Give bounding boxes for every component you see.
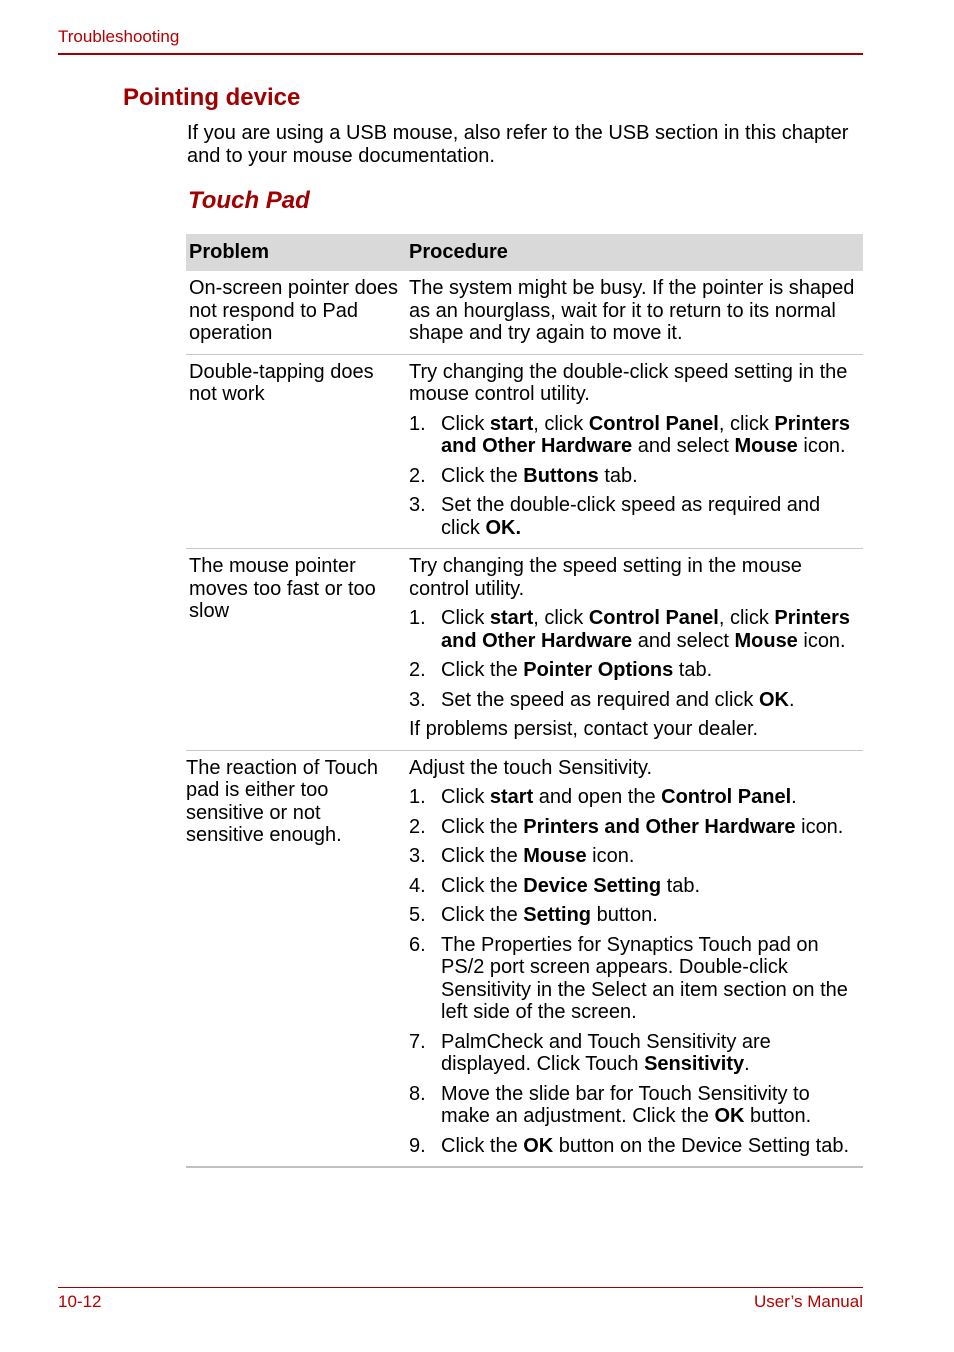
header-rule (58, 53, 863, 55)
step-text (441, 659, 859, 682)
step-text-part: icon. (586, 845, 635, 867)
step-text-bold: Printers and Other Hardware (441, 607, 850, 652)
list-item (409, 875, 859, 898)
list-item (409, 1135, 859, 1158)
step-number: 7. (409, 1030, 426, 1053)
step-text (441, 1031, 859, 1076)
procedure-cell (409, 555, 863, 741)
step-text (441, 816, 859, 839)
procedure-intro: Try changing the double-click speed setting in the mouse control utility. (409, 360, 848, 405)
table-row (186, 271, 863, 355)
table-row (186, 751, 863, 1169)
procedure-cell (409, 361, 863, 540)
step-text-part: . (791, 786, 797, 808)
procedure-steps (409, 413, 859, 540)
list-item (409, 607, 859, 652)
step-text-part: , click (718, 412, 775, 435)
section-title: Pointing device (123, 84, 301, 111)
step-text-part: The Properties for Synaptics Touch pad on PS/2 port screen appears. Double-click Sensitivity in the Select an item section on the left side of the screen. (441, 933, 848, 1023)
header-procedure: Procedure (409, 241, 508, 264)
step-text (441, 607, 859, 652)
problem-cell: The reaction of Touch pad is either too sensitive or not sensitive enough. (186, 756, 378, 846)
list-item (409, 786, 859, 809)
list-item (409, 904, 859, 927)
step-text-bold: start (489, 412, 534, 435)
footer-rule (58, 1287, 863, 1288)
step-text-part: tab. (661, 874, 700, 897)
page-number: 10-12 (58, 1292, 102, 1311)
step-text-bold: Device Setting (523, 874, 662, 897)
step-text-bold: Mouse (734, 435, 798, 457)
step-number: 5. (409, 904, 426, 926)
step-text-part: Click the (441, 659, 524, 681)
step-text-part: and select (632, 629, 735, 652)
step-text-part: button on the Device Setting tab. (553, 1134, 850, 1157)
step-number: 1. (409, 786, 426, 808)
table-row (186, 355, 863, 550)
step-text-part: Click the (441, 1134, 524, 1157)
step-text-part: , click (533, 412, 589, 435)
step-text-part: PalmCheck and Touch Sensitivity are displayed. Click Touch (441, 1030, 771, 1075)
step-text-bold: OK (714, 1105, 745, 1127)
step-text (441, 1083, 859, 1128)
step-number: 2. (409, 464, 426, 487)
step-text-part: Click the (441, 874, 524, 897)
step-text-part: Click (441, 607, 490, 629)
list-item (409, 413, 859, 458)
step-text-part: tab. (673, 659, 713, 681)
step-text-part: Click the (441, 845, 524, 867)
step-number: 9. (409, 1134, 426, 1157)
table-header (186, 234, 863, 271)
step-text (441, 904, 859, 927)
procedure-intro: Adjust the touch Sensitivity. (409, 756, 653, 779)
step-text-bold: Printers and Other Hardware (523, 815, 796, 838)
step-number: 3. (409, 688, 426, 711)
procedure-intro: Try changing the speed setting in the mouse control utility. (409, 555, 802, 600)
step-text (441, 494, 859, 539)
step-text-part: icon. (797, 629, 846, 652)
step-text-part: icon. (797, 435, 846, 457)
problem-cell: Double-tapping does not work (189, 360, 374, 405)
step-text-part: . (744, 1053, 750, 1075)
step-text-part: and open the (533, 786, 662, 808)
step-text-bold: Pointer Options (523, 659, 674, 681)
step-text-bold: start (489, 786, 534, 808)
step-text-part: tab. (598, 464, 638, 487)
step-text-bold: OK (523, 1134, 554, 1157)
section-intro: If you are using a USB mouse, also refer to the USB section in this chapter and to your mouse documentation. (187, 122, 849, 167)
step-number: 4. (409, 874, 426, 897)
step-text (441, 413, 859, 458)
step-text-bold: Control Panel (588, 412, 719, 435)
step-text-bold: Mouse (523, 845, 587, 867)
list-item (409, 816, 859, 839)
step-text-bold: Control Panel (588, 607, 719, 629)
procedure-note: If problems persist, contact your dealer. (409, 718, 759, 740)
running-header: Troubleshooting (58, 27, 180, 46)
step-text-bold: Sensitivity (644, 1053, 745, 1075)
step-number: 1. (409, 607, 426, 629)
step-text (441, 465, 859, 488)
step-text-bold: Control Panel (661, 786, 792, 808)
step-text-part: button. (591, 904, 658, 926)
list-item (409, 465, 859, 488)
step-text (441, 689, 859, 712)
step-text-part: Set the double-click speed as required and click (441, 494, 821, 539)
step-text-part: , click (718, 607, 775, 629)
step-number: 2. (409, 659, 426, 681)
table-row (186, 549, 863, 751)
list-item (409, 845, 859, 868)
step-number: 8. (409, 1082, 426, 1105)
procedure-steps (409, 607, 859, 711)
step-text (441, 934, 859, 1024)
header-problem: Problem (189, 241, 270, 264)
problem-cell: The mouse pointer moves too fast or too slow (189, 555, 376, 622)
step-text-part: . (788, 688, 795, 711)
step-text-part: icon. (795, 815, 844, 838)
step-text-bold: start (489, 607, 534, 629)
step-text-bold: Buttons (523, 464, 599, 487)
step-text-bold: Printers and Other Hardware (441, 412, 850, 457)
step-number: 2. (409, 815, 426, 838)
manual-title: User’s Manual (754, 1292, 863, 1311)
step-text-part: Click the (441, 904, 524, 926)
procedure-cell (409, 757, 863, 1158)
procedure-intro: The system might be busy. If the pointer is shaped as an hourglass, wait for it to return to its normal shape and try again to move it. (409, 277, 855, 344)
step-number: 6. (409, 933, 426, 956)
step-text-bold: Mouse (734, 629, 798, 652)
list-item (409, 494, 859, 539)
list-item (409, 689, 859, 712)
step-text-part: and select (632, 435, 735, 457)
step-text-part: button. (744, 1105, 812, 1127)
step-text-part: Set the speed as required and click (441, 688, 759, 711)
step-text (441, 845, 859, 868)
step-text-part: , click (533, 607, 589, 629)
step-text-bold: Setting (523, 904, 592, 926)
step-text (441, 786, 859, 809)
step-text-part: Click (441, 412, 490, 435)
step-text-bold: OK (758, 688, 789, 711)
step-number: 3. (409, 845, 426, 867)
step-number: 1. (409, 412, 426, 435)
step-text (441, 1135, 859, 1158)
list-item (409, 1083, 859, 1128)
step-number: 3. (409, 494, 426, 516)
step-text-part: Move the slide bar for Touch Sensitivity to make an adjustment. Click the (441, 1082, 810, 1127)
list-item (409, 659, 859, 682)
procedure-steps (409, 786, 859, 1157)
step-text-part: Click the (441, 464, 524, 487)
step-text (441, 875, 859, 898)
step-text-part: Click the (441, 815, 524, 838)
troubleshooting-table (186, 234, 863, 1168)
list-item (409, 1031, 859, 1076)
procedure-cell (409, 277, 863, 345)
subsection-title: Touch Pad (188, 187, 310, 214)
problem-cell: On-screen pointer does not respond to Pad operation (189, 277, 399, 344)
list-item (409, 934, 859, 1024)
table-body (186, 271, 863, 1168)
step-text-part: Click (441, 786, 490, 808)
step-text-bold: OK. (485, 516, 522, 539)
